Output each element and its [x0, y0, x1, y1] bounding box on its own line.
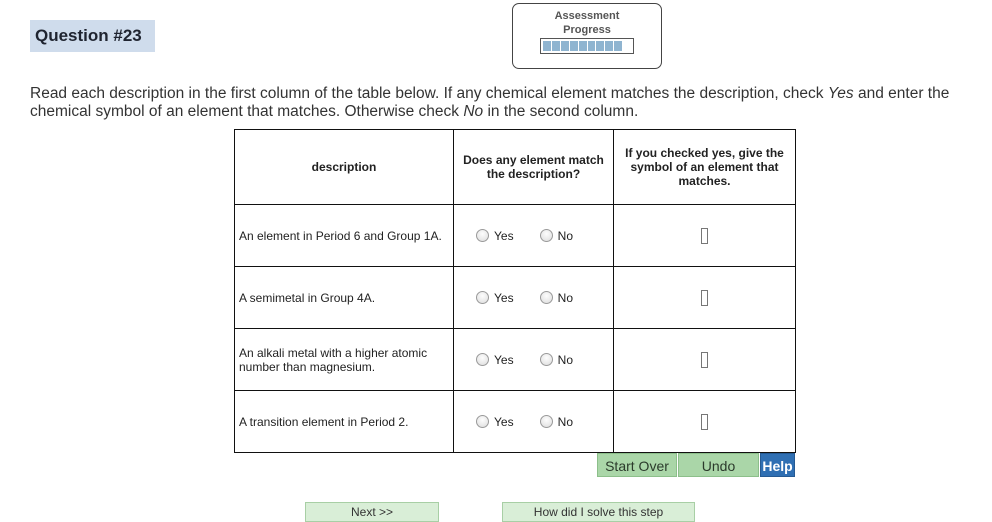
- radio-circle-icon[interactable]: [476, 415, 489, 428]
- how-did-i-solve-button[interactable]: How did I solve this step: [502, 502, 695, 522]
- instructions-part3: in the second column.: [483, 103, 639, 120]
- table-row: [235, 205, 796, 267]
- progress-segment: [614, 41, 622, 51]
- start-over-button[interactable]: Start Over: [597, 453, 677, 477]
- yes-label: Yes: [494, 352, 514, 367]
- no-label: No: [557, 414, 573, 429]
- next-button[interactable]: Next >>: [305, 502, 439, 522]
- progress-segment: [570, 41, 578, 51]
- symbol-input[interactable]: [701, 414, 708, 430]
- progress-segment: [561, 41, 569, 51]
- radio-circle-icon[interactable]: [476, 291, 489, 304]
- instructions-no-emphasis: No: [463, 103, 484, 120]
- radio-circle-icon[interactable]: [540, 291, 553, 304]
- header-description: description: [235, 130, 454, 205]
- no-radio[interactable]: [540, 229, 573, 243]
- row-match-options: [454, 391, 614, 453]
- yes-radio[interactable]: [476, 415, 514, 429]
- header-match: Does any element match the description?: [454, 130, 614, 205]
- yes-label: Yes: [494, 228, 514, 243]
- symbol-input[interactable]: [701, 228, 708, 244]
- help-button[interactable]: Help: [760, 453, 795, 477]
- progress-segment: [605, 41, 613, 51]
- radio-circle-icon[interactable]: [540, 229, 553, 242]
- row-match-options: [454, 205, 614, 267]
- progress-segment: [543, 41, 551, 51]
- question-title: Question #23: [30, 20, 155, 52]
- no-radio[interactable]: [540, 291, 573, 305]
- header-symbol: If you checked yes, give the symbol of an element that matches.: [614, 130, 796, 205]
- progress-bar: [540, 38, 634, 54]
- assessment-progress-panel: [512, 3, 662, 69]
- yes-radio[interactable]: [476, 353, 514, 367]
- row-description: A semimetal in Group 4A.: [235, 267, 454, 329]
- no-radio[interactable]: [540, 415, 573, 429]
- progress-segment: [588, 41, 596, 51]
- row-match-options: [454, 329, 614, 391]
- row-symbol-cell: [614, 205, 796, 267]
- yes-label: Yes: [494, 290, 514, 305]
- no-label: No: [557, 228, 573, 243]
- progress-segment: [579, 41, 587, 51]
- instructions-part2: and enter the chemical symbol of an element that matches. Otherwise check: [30, 85, 950, 120]
- row-symbol-cell: [614, 329, 796, 391]
- table-row: [235, 329, 796, 391]
- progress-segment: [552, 41, 560, 51]
- symbol-input[interactable]: [701, 290, 708, 306]
- yes-label: Yes: [494, 414, 514, 429]
- yes-radio[interactable]: [476, 291, 514, 305]
- no-radio[interactable]: [540, 353, 573, 367]
- row-symbol-cell: [614, 391, 796, 453]
- table-header-row: [235, 130, 796, 205]
- instructions-part1: Read each description in the first column of the table below. If any chemical element matches the description, check: [30, 85, 828, 102]
- progress-title-line1: Assessment: [554, 10, 620, 22]
- radio-circle-icon[interactable]: [540, 353, 553, 366]
- radio-circle-icon[interactable]: [476, 229, 489, 242]
- radio-circle-icon[interactable]: [540, 415, 553, 428]
- row-symbol-cell: [614, 267, 796, 329]
- undo-button[interactable]: Undo: [678, 453, 759, 477]
- progress-segment: [596, 41, 604, 51]
- table-row: [235, 267, 796, 329]
- row-description: An element in Period 6 and Group 1A.: [235, 205, 454, 267]
- radio-circle-icon[interactable]: [476, 353, 489, 366]
- no-label: No: [557, 352, 573, 367]
- row-description: A transition element in Period 2.: [235, 391, 454, 453]
- progress-segment: [623, 41, 631, 51]
- instructions-yes-emphasis: Yes: [827, 85, 854, 102]
- symbol-input[interactable]: [701, 352, 708, 368]
- table-row: [235, 391, 796, 453]
- no-label: No: [557, 290, 573, 305]
- progress-bar-fill: [543, 41, 631, 51]
- yes-radio[interactable]: [476, 229, 514, 243]
- row-description: An alkali metal with a higher atomic number than magnesium.: [235, 329, 454, 391]
- element-question-table: [234, 129, 796, 453]
- progress-title-line2: Progress: [563, 24, 611, 36]
- row-match-options: [454, 267, 614, 329]
- instructions-text: [30, 85, 970, 121]
